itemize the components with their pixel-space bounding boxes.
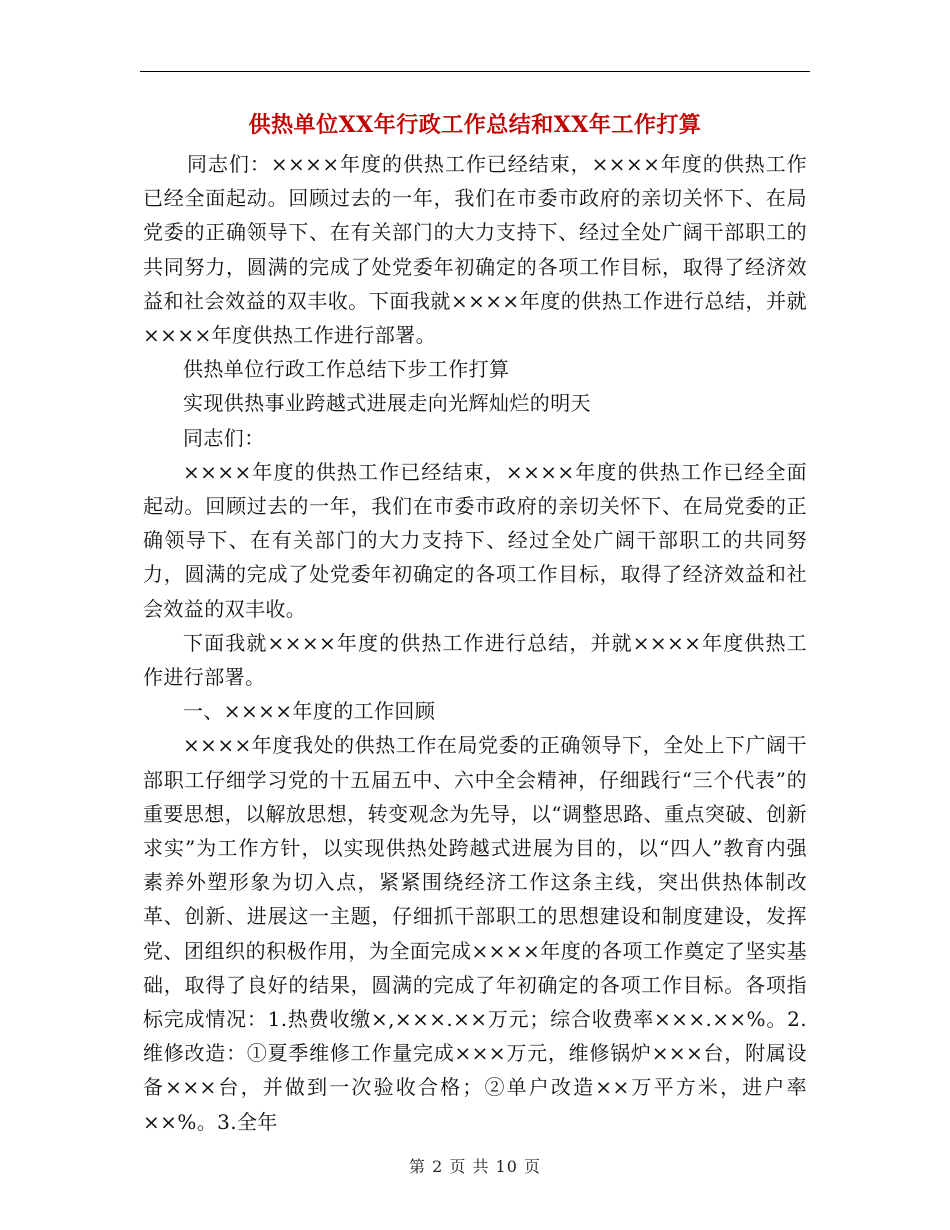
page-number: 第 2 页 共 10 页 xyxy=(409,1157,541,1176)
document-title: 供热单位XX年行政工作总结和XX年工作打算 xyxy=(248,112,702,138)
header-rule xyxy=(140,71,810,72)
paragraph-slogan: 实现供热事业跨越式进展走向光辉灿烂的明天 xyxy=(183,391,591,416)
paragraph-body: ××××年度我处的供热工作在局党委的正确领导下，全处上下广阔干部职工仔细学习党的十五届五中、六中全会精神，仔细践行“三个代表”的重要思想，以解放思想，转变观念为先导，以“调整思路、重点突破、创新求实”为工作方针，以实现供热处跨越式进展为目的，以“四人”教育内强素养外塑形象为切入点，紧紧围绕经济工作这条主线，突出供热体制改革、创新、进展这一主题，仔细抓干部职工的思想建设和制度建设，发挥党、团组织的积极作用，为全面完成××××年度的各项工作奠定了坚实基础，取得了良好的结果，圆满的完成了年初确定的各项工作目标。各项指标完成情况：1.热费收缴×,×××.××万元；综合收费率×××.××%。2.维修改造：①夏季维修工作量完成×××万元，维修锅炉×××台，附属设备×××台，并做到一次验收合格；②单户改造××万平方米，进户率××%。3.全年 xyxy=(143,733,807,1134)
paragraph-salutation: 同志们： xyxy=(183,425,265,450)
paragraph-body: ××××年度的供热工作已经结束，××××年度的供热工作已经全面起动。回顾过去的一年，我们在市委市政府的亲切关怀下、在局党委的正确领导下、在有关部门的大力支持下、经过全处广阔干部职工的共同努力，圆满的完成了处党委年初确定的各项工作目标，取得了经济效益和社会效益的双丰收。 xyxy=(143,459,807,621)
paragraph-intro: 同志们：××××年度的供热工作已经结束，××××年度的供热工作已经全面起动。回顾过去的一年，我们在市委市政府的亲切关怀下、在局党委的正确领导下、在有关部门的大力支持下、经过全处广阔干部职工的共同努力，圆满的完成了处党委年初确定的各项工作目标，取得了经济效益和社会效益的双丰收。下面我就××××年度的供热工作进行总结，并就××××年度供热工作进行部署。 xyxy=(143,152,807,348)
paragraph-subtitle: 供热单位行政工作总结下步工作打算 xyxy=(183,357,510,382)
document-body xyxy=(143,147,807,1139)
paragraph-body: 下面我就××××年度的供热工作进行总结，并就××××年度供热工作进行部署。 xyxy=(143,630,807,690)
section-heading: 一、××××年度的工作回顾 xyxy=(183,699,436,724)
